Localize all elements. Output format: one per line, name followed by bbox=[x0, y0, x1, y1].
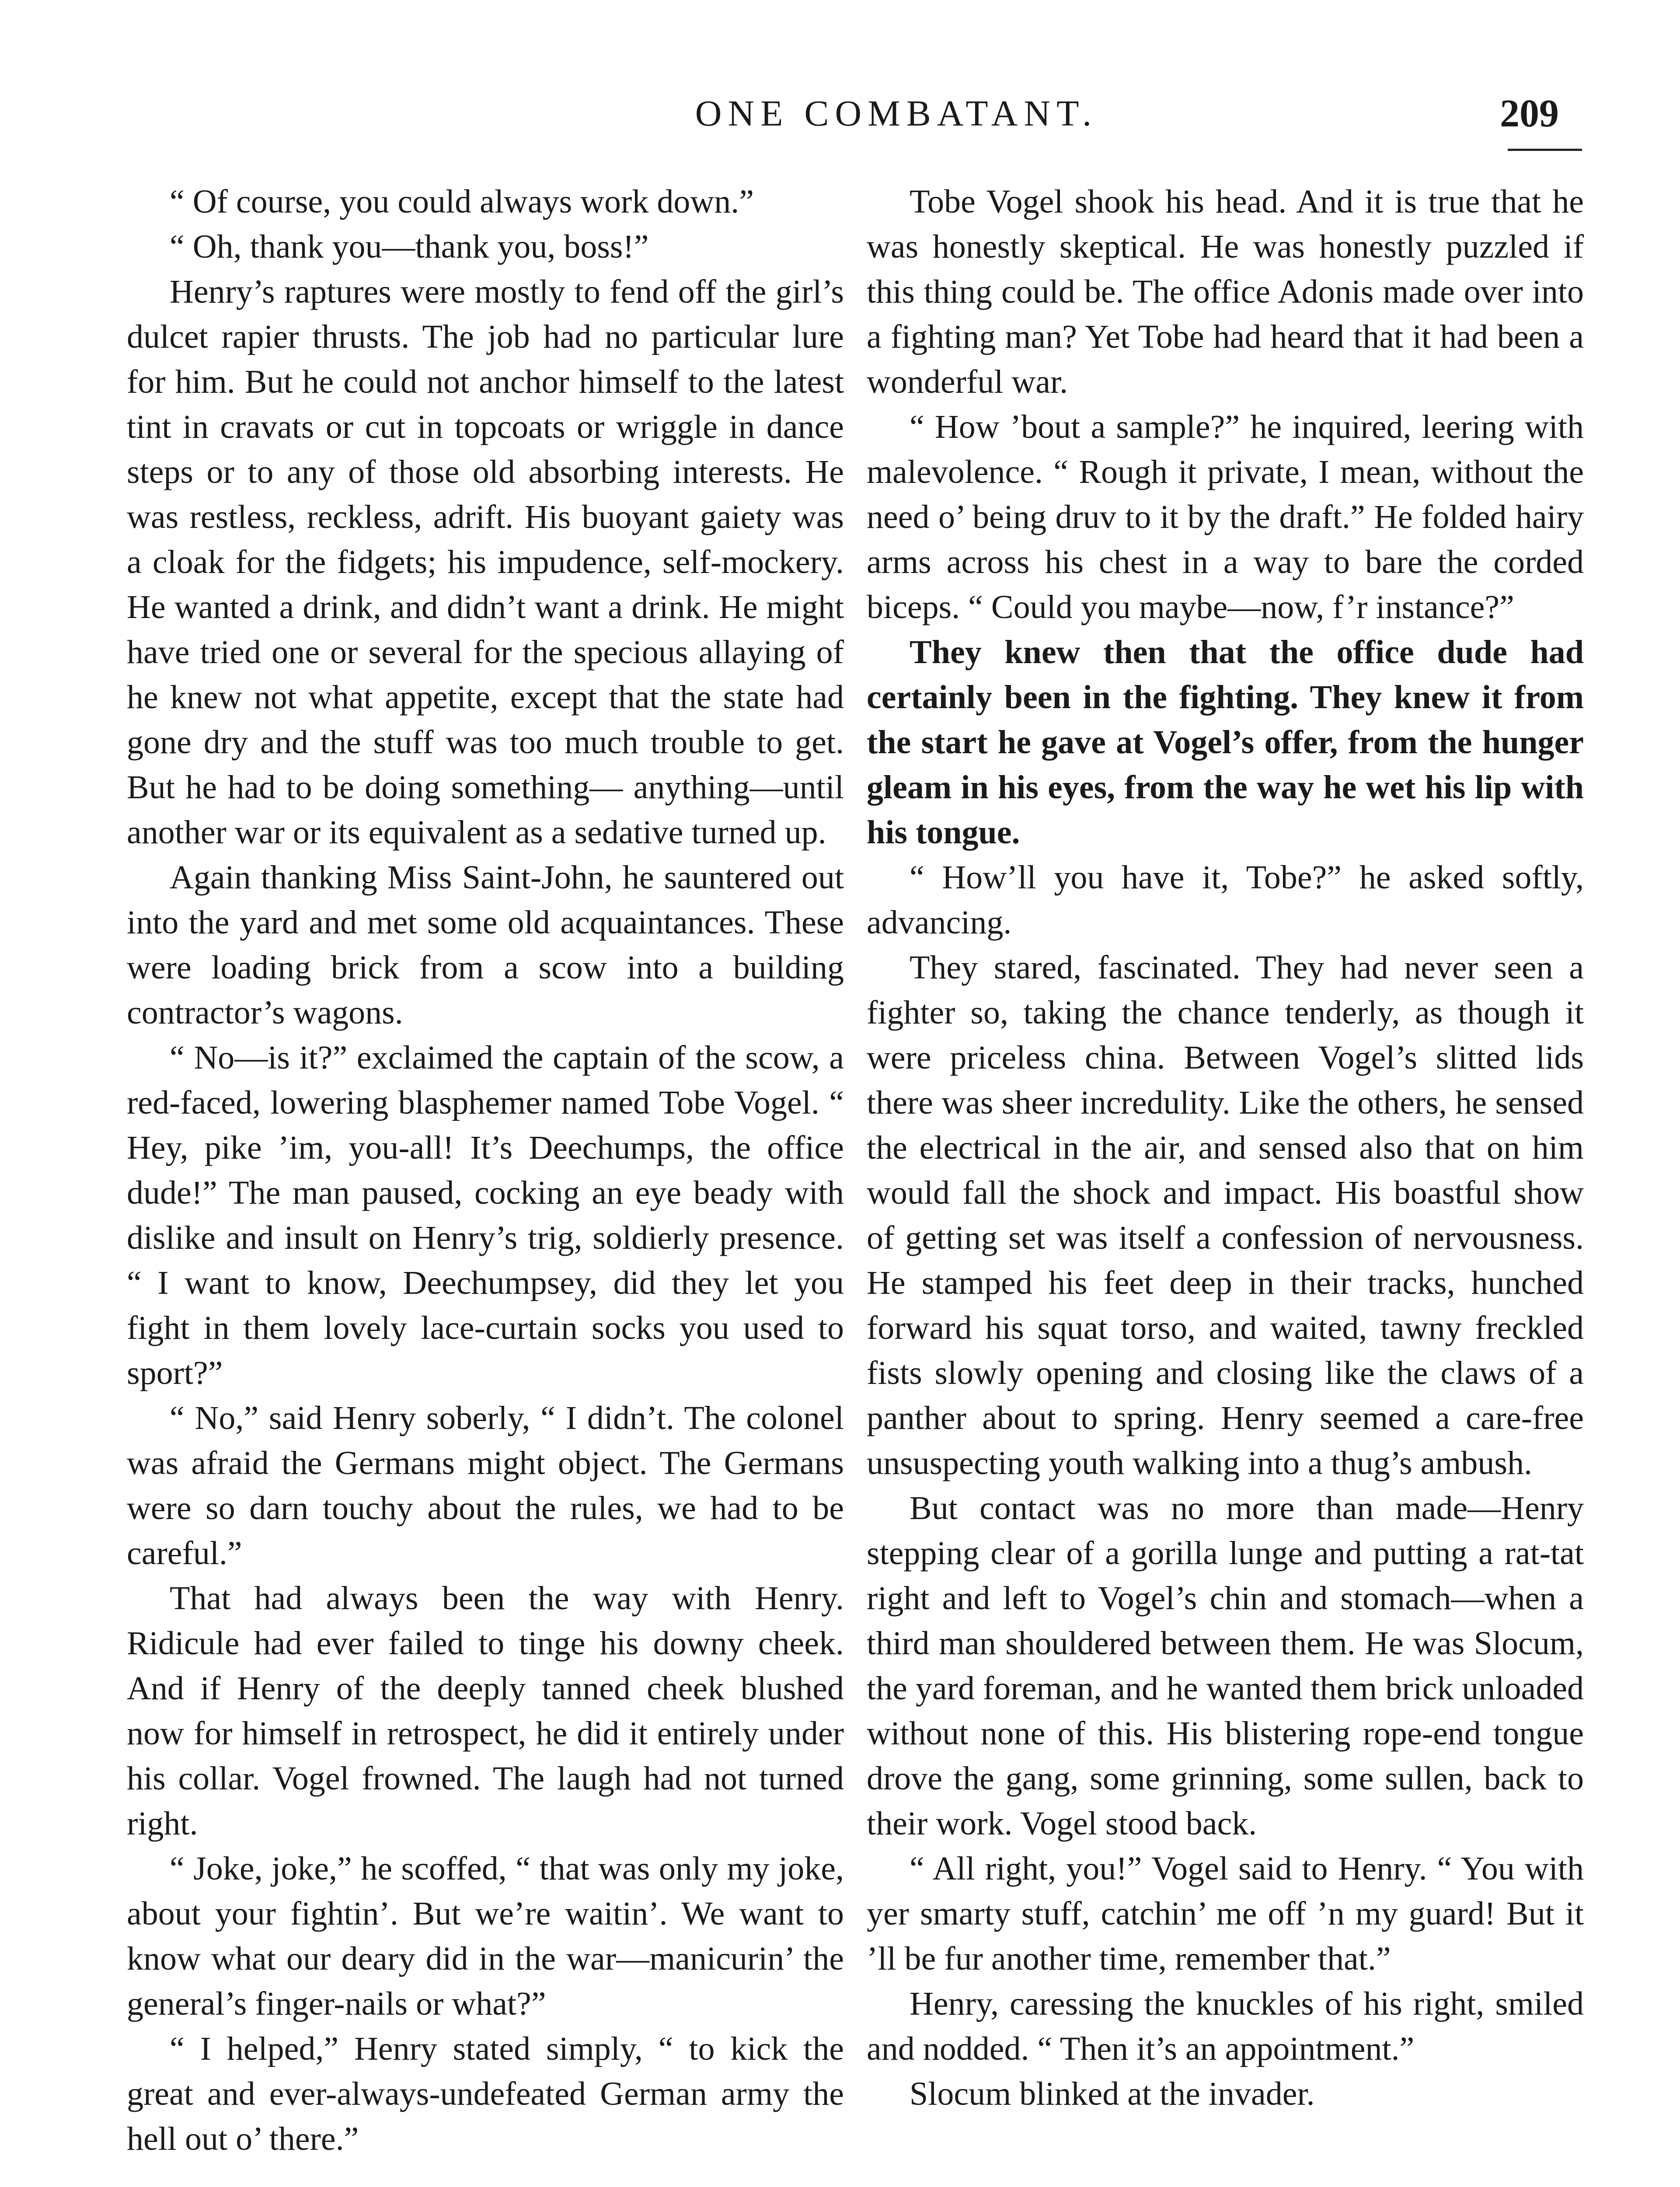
page-number: 209 bbox=[1500, 92, 1559, 135]
paragraph: “ Oh, thank you—thank you, boss!” bbox=[170, 228, 649, 265]
paragraph: Henry, caressing the knuckles of his right, smiled and nodded. “ Then it’s an appointment.” bbox=[867, 1985, 1584, 2067]
page-number-underline bbox=[1508, 149, 1582, 151]
paragraph: “ How ’bout a sample?” he inquired, leering with malevolence. “ Rough it private, I mean, without the need o’ being druv to it by the draft.” He folded hairy arms across his chest in a way to bare the corded biceps. “ Could you maybe—now, f’r instance?” bbox=[867, 409, 1584, 625]
right-text-column bbox=[867, 179, 1584, 2117]
paragraph: Henry’s raptures were mostly to fend off the girl’s dulcet rapier thrusts. The job had no particular lure for him. But he could not anchor himself to the latest tint in cravats or cut in topcoats or wriggle in dance steps or to any of those old absorbing interests. He was restless, reckless, adrift. His buoyant gaiety was a cloak for the fidgets; his impudence, self-mockery. He wanted a drink, and didn’t want a drink. He might have tried one or several for the specious allaying of he knew not what appetite, except that the state had gone dry and the stuff was too much trouble to get. But he had to be doing something— anything—until another war or its equivalent as a sedative turned up. bbox=[127, 273, 844, 851]
left-text-column bbox=[127, 179, 844, 2162]
paragraph: “ Joke, joke,” he scoffed, “ that was only my joke, about your fightin’. But we’re waitin’. We want to know what our deary did in the war—manicurin’ the general’s finger-nails or what?” bbox=[127, 1850, 844, 2022]
running-header bbox=[0, 87, 1680, 140]
paragraph: Tobe Vogel shook his head. And it is true that he was honestly skeptical. He was honestly puzzled if this thing could be. The office Adonis made over into a fighting man? Yet Tobe had heard that it had been a wonderful war. bbox=[867, 183, 1584, 400]
paragraph: “ All right, you!” Vogel said to Henry. “ You with yer smarty stuff, catchin’ me off ’n my guard! But it ’ll be fur another time, remember that.” bbox=[867, 1850, 1584, 1977]
paragraph: They knew then that the office dude had certainly been in the fighting. They knew it from the start he gave at Vogel’s offer, from the hunger gleam in his eyes, from the way he wet his lip with his tongue. bbox=[867, 634, 1584, 851]
paragraph: “ No—is it?” exclaimed the captain of the scow, a red-faced, lowering blasphemer named Tobe Vogel. “ Hey, pike ’im, you-all! It’s Deechumps, the office dude!” The man paused, cocking an eye beady with dislike and insult on Henry’s trig, soldierly presence. “ I want to know, Deechumpsey, did they let you fight in them lovely lace-curtain socks you used to sport?” bbox=[127, 1039, 844, 1391]
paragraph: But contact was no more than made—Henry stepping clear of a gorilla lunge and putting a rat-tat right and left to Vogel’s chin and stomach—when a third man shouldered between them. He was Slocum, the yard foreman, and he wanted them brick unloaded without none of this. His blistering rope-end tongue drove the gang, some grinning, some sullen, back to their work. Vogel stood back. bbox=[867, 1490, 1584, 1842]
running-title: ONE COMBATANT. bbox=[695, 93, 1098, 134]
paragraph: They stared, fascinated. They had never seen a fighter so, taking the chance tenderly, as though it were priceless china. Between Vogel’s slitted lids there was sheer incredulity. Like the others, he sensed the electrical in the air, and sensed also that on him would fall the shock and impact. His boastful show of getting set was itself a confession of nervousness. He stamped his feet deep in their tracks, hunched forward his squat torso, and waited, tawny freckled fists slowly opening and closing like the claws of a panther about to spring. Henry seemed a care-free unsuspecting youth walking into a thug’s ambush. bbox=[867, 949, 1584, 1481]
paragraph: That had always been the way with Henry. Ridicule had ever failed to tinge his downy cheek. And if Henry of the deeply tanned cheek blushed now for himself in retrospect, he did it entirely under his collar. Vogel frowned. The laugh had not turned right. bbox=[127, 1580, 844, 1842]
paragraph: Slocum blinked at the invader. bbox=[910, 2075, 1315, 2112]
paragraph: Again thanking Miss Saint-John, he sauntered out into the yard and met some old acquaintances. These were loading brick from a scow into a building contractor’s wagons. bbox=[127, 859, 844, 1031]
paragraph: “ I helped,” Henry stated simply, “ to kick the great and ever-always-undefeated German army the hell out o’ there.” bbox=[127, 2030, 844, 2157]
paragraph: “ Of course, you could always work down.” bbox=[170, 183, 754, 220]
paragraph: “ No,” said Henry soberly, “ I didn’t. The colonel was afraid the Germans might object. The Germans were so darn touchy about the rules, we had to be careful.” bbox=[127, 1400, 844, 1572]
paragraph: “ How’ll you have it, Tobe?” he asked softly, advancing. bbox=[867, 859, 1584, 941]
